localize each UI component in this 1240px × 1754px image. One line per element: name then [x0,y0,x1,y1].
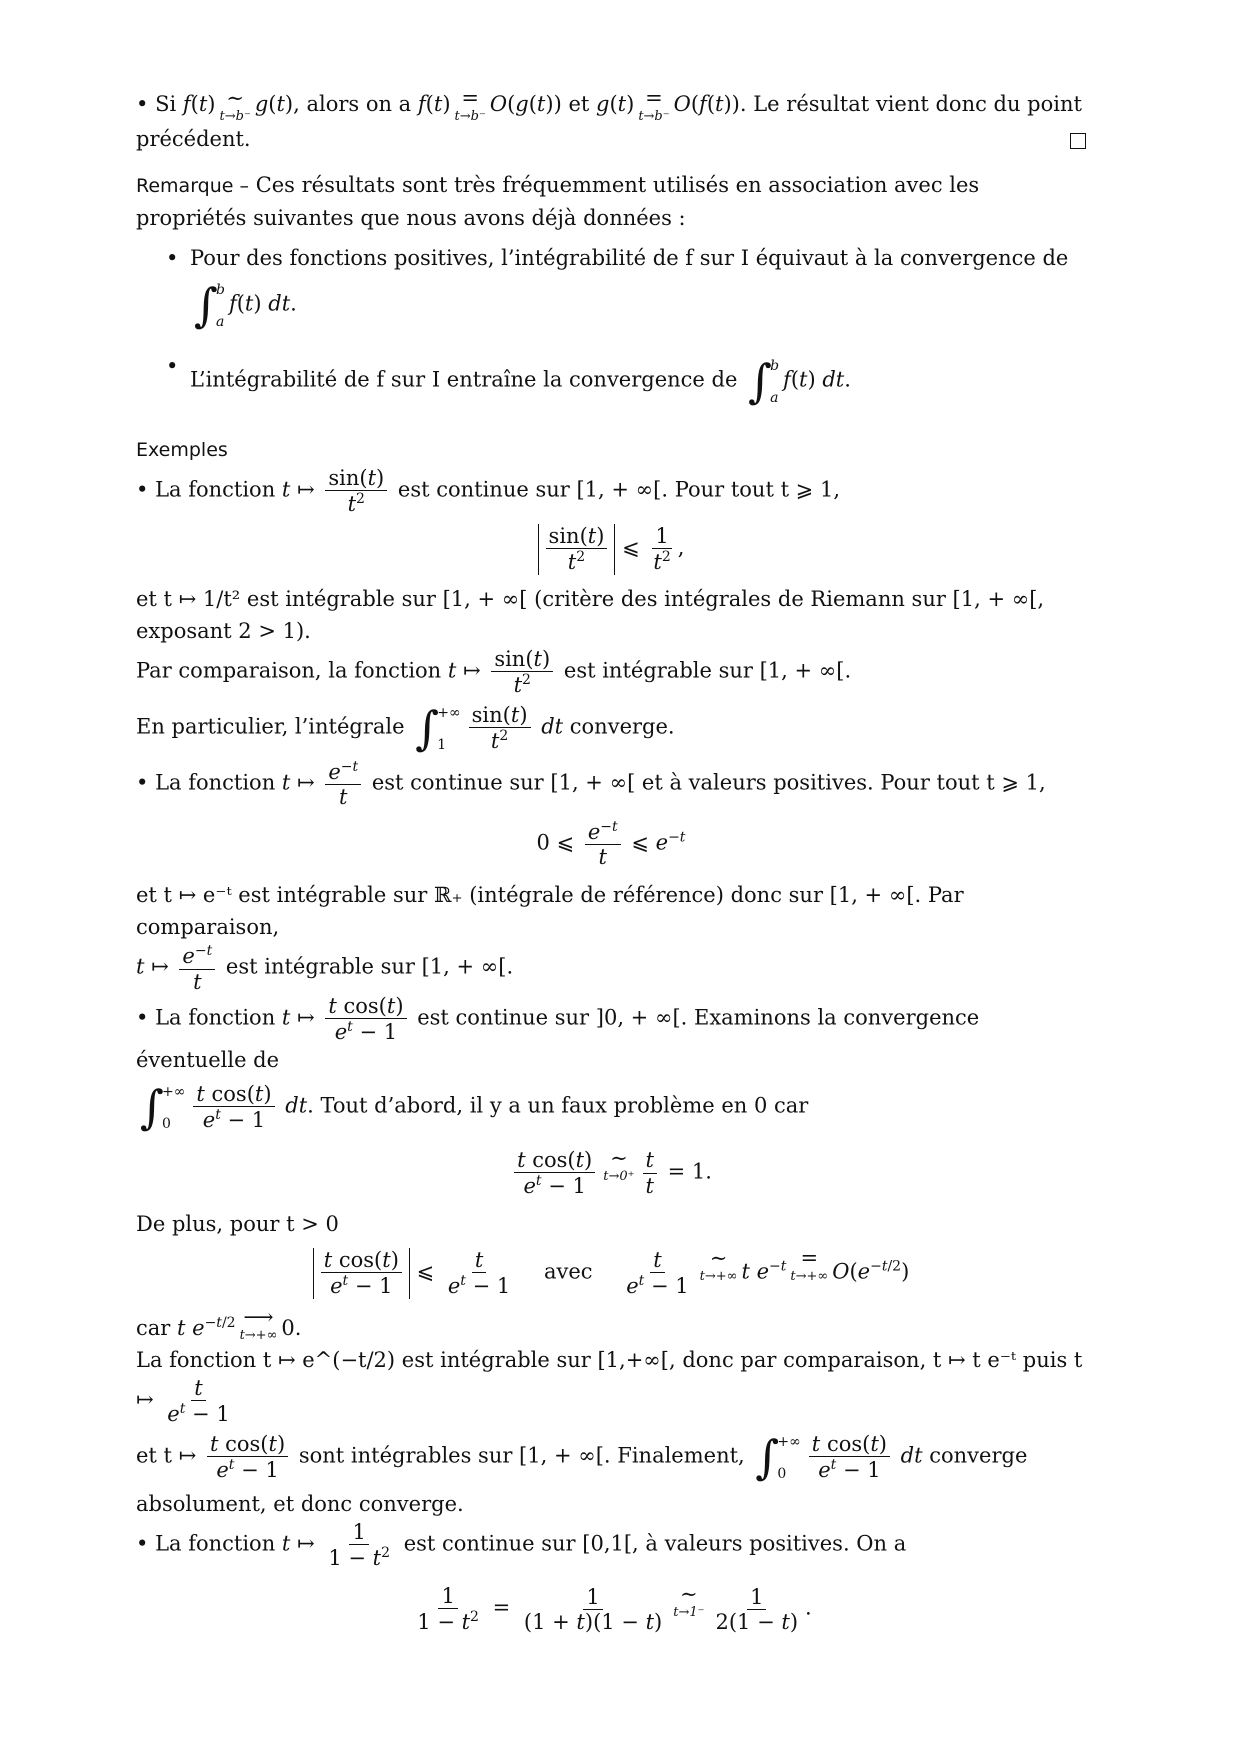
remark-text: Ces résultats sont très fréquemment utilisés en association avec les propriétés suivantes que nous avons déjà données : [136,173,980,230]
examples-heading: Exemples [136,439,228,461]
eq-symbol: = [645,86,663,110]
ex4-text: est continue sur [0,1[, à valeurs positives. On a [403,1531,907,1556]
ex3-text: sont intégrables sur [1, + ∞[. Finalement, [298,1443,745,1468]
intro-text-alors: alors on a [306,92,412,116]
limit-sub: t→b⁻ [638,109,670,124]
example-3-intro: • La fonction t ↦ $\frac{\text{t cos(t)}}{e^t - 1}$ est continue sur ]0, + ∞[. Examinons la convergence éventuelle de [136,993,980,1072]
display-equation: $\frac{\text{t cos(t)}}{e^t - 1}$ ∼ t→0⁺ $\frac{t}{t}$ = 1. [136,1148,1086,1198]
limit-sub: t→0⁺ [603,1168,635,1184]
ex3-comparison: La fonction t ↦ e^(−t/2) est intégrable sur [1,+∞[, donc par comparaison, t ↦ t e⁻ᵗ puis t ↦ $\frac{t}{e^t - 1}$ [136,1347,1083,1426]
display-equation: 0 ⩽ $\frac{e^{-t}}{t}$ ⩽ $e^{-t}$ [536,819,686,870]
display-equation: $\frac{1}{1 - t^2}$ = $\frac{1}{(1 + t)(1 - t)}$ ∼ t→1⁻ $\frac{1}{2(1 - t)}$ . [417,1582,812,1635]
remark-item: • L’intégrabilité de f sur I entraîne la convergence de ∫ b a f(t) dt. [166,350,1086,412]
ex1-integral: En particulier, l’intégrale ∫ +∞ 1 $\frac{\sin(t)}{t^2}$ dt converge. [136,700,675,755]
intro-text-et: et [568,92,590,116]
ex4-text: La fonction [155,1531,276,1556]
display-equation: $\frac{\text{t cos(t)}}{e^t - 1}$ ⩽ $\frac{t}{e^t - 1}$ avec $\frac{t}{e^t - 1}$ ∼ t→+∞ t $e^{-t}$ = t→+∞ $O(e^{-t/2})$ [136,1248,1086,1298]
ex3-text: La fonction t ↦ e^(−t/2) est intégrable sur [1,+∞[, donc par comparaison, t ↦ t e⁻ᵗ puis t ↦ [136,1347,1083,1412]
ex1-text: est continue sur [1, + ∞[. Pour tout t ⩾ 1, [397,477,840,502]
ex1-text: converge. [569,714,675,739]
equiv-symbol: ∼ [226,86,244,110]
remark-item: • Pour des fonctions positives, l’intégrabilité de f sur I équivaut à la convergence de ∫ b a f(t) dt. [166,242,1086,336]
limit-sub: t→1⁻ [673,1605,705,1621]
ex2-text: et t ↦ e⁻ᵗ est intégrable sur ℝ₊ (intégrale de référence) donc sur [1, + ∞[. Par comparaison, [136,883,964,940]
equiv-symbol: ∼ [709,1246,728,1271]
example-4-intro: • La fonction t ↦ $\frac{1}{1 - t^2}$ est continue sur [0,1[, à valeurs positives. On a [136,1519,907,1570]
limit-sub: t→+∞ [699,1269,738,1285]
ex2-conclusion: t ↦ $\frac{e^{-t}}{t}$ est intégrable sur [1, + ∞[. [136,943,514,994]
display-equation: $\frac{\sin(t)}{t^2}$ ⩽ $\frac{1}{t^2}$ , [136,524,1086,574]
intro-bullet: • Si f(t) ∼ t→b⁻ g(t), alors on a f(t) = t→b⁻ O(g(t)) et g(t) = t→b⁻ O(f(t)). Le résultat vient donc du point précédent. [136,88,1086,155]
remark-list [166,242,1086,412]
integral-a-b: ∫ b a [194,278,225,332]
avec-word: avec [543,1259,593,1284]
equiv-symbol: ∼ [610,1145,628,1170]
ex3-text: La fonction [155,1005,276,1030]
ex3-final: et t ↦ $\frac{\text{t cos(t)}}{e^t - 1}$ sont intégrables sur [1, + ∞[. Finalement, ∫ +∞ 0 $\frac{\text{t cos(t)}}{e^t - 1}$ dt converge absolument, et donc converge. [136,1429,1028,1516]
intro-text-si: Si [155,92,177,116]
ex1-text: La fonction [155,477,276,502]
fraction: $\frac{\sin(t)}{t^2}$ [325,466,387,516]
ex1-text: et t ↦ 1/t² est intégrable sur [1, + ∞[ (critère des intégrales de Riemann sur [1, + ∞[, exposant 2 > 1). [136,586,1045,643]
ex3-text: et t ↦ [136,1443,197,1468]
remark-paragraph [136,169,1086,234]
limit-sub: t→+∞ [239,1327,278,1343]
ex1-text: En particulier, l’intégrale [136,714,405,739]
ex3-limit: car t $e^{-t/2}$ ⟶ t→+∞ 0. [136,1304,302,1343]
ex1-comparison: Par comparaison, la fonction t ↦ $\frac{\sin(t)}{t^2}$ est intégrable sur [1, + ∞[. [136,646,852,697]
ex1-text: est intégrable sur [1, + ∞[. [563,658,852,683]
limit-sub: t→+∞ [790,1269,829,1285]
ex2-text: est continue sur [1, + ∞[ et à valeurs positives. Pour tout t ⩾ 1, [371,770,1046,795]
ex1-text: Par comparaison, la fonction [136,658,442,683]
limit-sub: t→b⁻ [454,109,486,124]
example-1-intro: • La fonction t ↦ $\frac{\sin(t)}{t^2}$ est continue sur [1, + ∞[. Pour tout t ⩾ 1, [136,466,840,517]
ex3-text: car [136,1315,171,1340]
ex3-text: converge absolument, et donc converge. [136,1443,1028,1516]
ex3-integral: ∫ +∞ 0 $\frac{\text{t cos(t)}}{e^t - 1}$ dt. Tout d’abord, il y a un faux problème en 0 car [140,1079,809,1134]
ex3-text: Tout d’abord, il y a un faux problème en 0 car [320,1093,809,1118]
remark-label: Remarque – [136,175,249,197]
integral-a-b: ∫ b a [748,354,780,408]
limit-sub: t→b⁻ [219,109,251,124]
eq-symbol: = [800,1246,819,1271]
ex2-text: est intégrable sur [1, + ∞[. [225,955,514,980]
intro-conclusion: Le résultat vient donc du point précédent. [136,92,1082,151]
remark-item-text: Pour des fonctions positives, l’intégrabilité de f sur I équivaut à la convergence de [190,246,1069,270]
ex3-text: De plus, pour t > 0 [136,1212,339,1237]
example-2-intro: • La fonction t ↦ $\frac{e^{-t}}{t}$ est continue sur [1, + ∞[ et à valeurs positives. Pour tout t ⩾ 1, [136,758,1046,809]
remark-item-text: L’intégrabilité de f sur I entraîne la convergence de [190,367,738,392]
document-page [136,88,1086,1648]
qed-square-icon [1070,126,1086,158]
ex3-text: est continue sur ]0, + ∞[. Examinons la convergence éventuelle de [136,1005,980,1072]
equiv-symbol: ∼ [680,1582,698,1607]
eq-symbol: = [461,86,479,110]
ex2-text: La fonction [155,770,276,795]
